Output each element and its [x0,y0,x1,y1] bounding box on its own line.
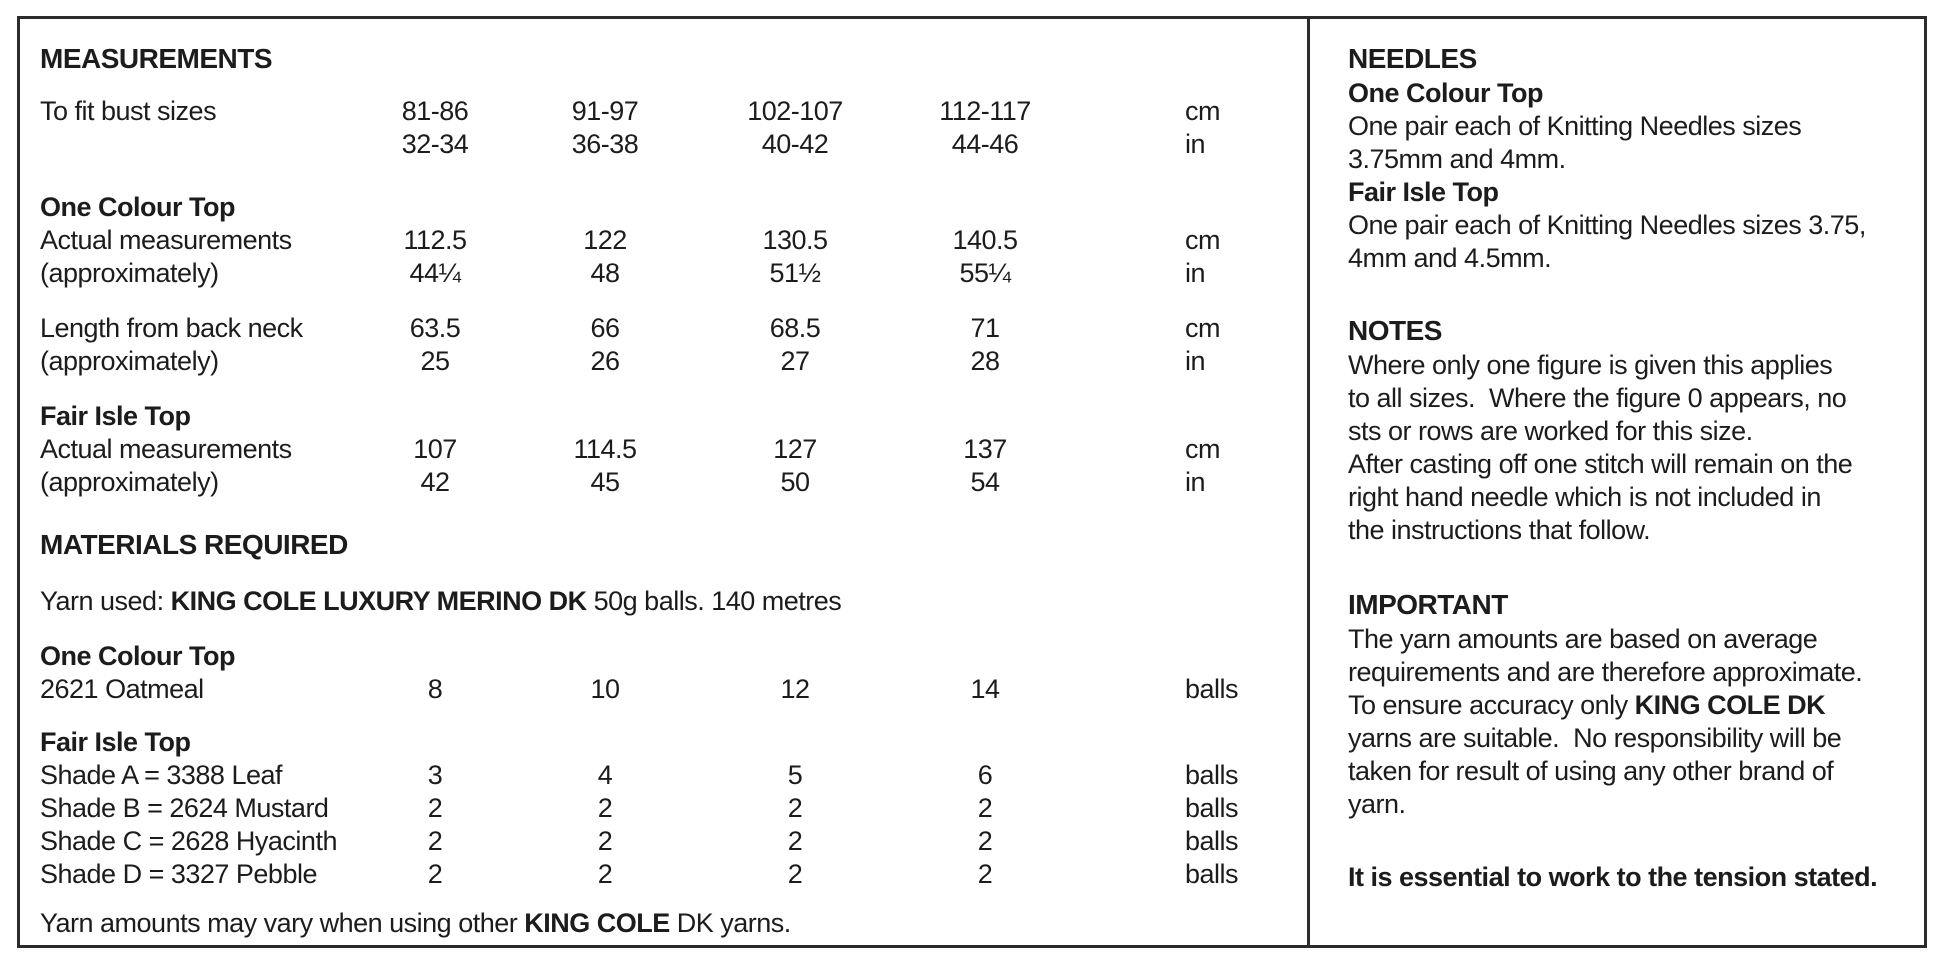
unit-balls: balls [1185,674,1239,704]
unit-cm: cm [1185,434,1220,464]
length-cm-size2: 66 [590,313,620,343]
materials-row [40,759,1307,792]
bust-in-size2: 36-38 [571,129,639,159]
fi-actual-cm-size4: 137 [963,434,1007,464]
fair-isle-top-heading: Fair Isle Top [1348,177,1499,207]
balls-size3: 5 [787,760,803,790]
unit-in: in [1185,467,1206,497]
materials-title: MATERIALS REQUIRED [40,529,348,560]
balls-size2: 2 [597,826,613,856]
balls-size4: 2 [977,859,993,889]
materials-row [40,673,1307,706]
notes-text: Where only one figure is given this applies [1348,350,1833,380]
oc-actual-in-size1: 44¼ [409,258,461,288]
bust-cm-size2: 91-97 [571,96,639,126]
length-cm-size1: 63.5 [409,313,461,343]
bust-cm-size4: 112-117 [939,96,1031,126]
needles-title: NEEDLES [1348,43,1477,74]
important-text: yarns are suitable. No responsibility will be [1348,723,1842,753]
balls-size3: 12 [780,674,810,704]
important-text: requirements and are therefore approximate. [1348,657,1863,687]
fair-isle-top-measurements [40,400,1307,499]
needles-one-colour-text: One pair each of Knitting Needles sizes [1348,111,1802,141]
important-text: taken for result of using any other brand of [1348,756,1834,786]
shade-label: Shade C = 2628 Hyacinth [40,826,337,856]
important-text: yarn. [1348,789,1406,819]
shade-label: Shade B = 2624 Mustard [40,793,329,823]
bust-row-in [40,128,1307,161]
oc-actual-cm-size1: 112.5 [403,225,467,255]
fi-actual-cm-size1: 107 [413,434,457,464]
unit-cm: cm [1185,313,1220,343]
bust-sizes-group [40,95,1307,161]
needles-fair-isle-text: 4mm and 4.5mm. [1348,243,1552,273]
needles-fair-isle-text: One pair each of Knitting Needles sizes 3.75, [1348,210,1866,240]
shade-label: Shade D = 3327 Pebble [40,859,317,889]
fi-actual-in-size1: 42 [420,467,450,497]
one-colour-top-heading: One Colour Top [40,192,235,222]
fi-actual-in-size3: 50 [780,467,810,497]
balls-size4: 6 [977,760,993,790]
unit-in: in [1185,346,1206,376]
balls-size2: 10 [590,674,620,704]
length-in-size4: 28 [970,346,1000,376]
balls-size1: 2 [427,793,443,823]
needles-notes-panel [1307,19,1924,945]
notes-text: right hand needle which is not included in [1348,482,1821,512]
balls-size2: 2 [597,859,613,889]
yarn-used-line [40,585,1307,618]
yarn-brand-name: KING COLE LUXURY MERINO DK [170,586,587,616]
important-title: IMPORTANT [1348,589,1508,620]
important-text-prefix: To ensure accuracy only [1348,690,1635,720]
oc-actual-in-size3: 51½ [769,258,821,288]
shade-label: Shade A = 3388 Leaf [40,760,282,790]
footnote-prefix: Yarn amounts may vary when using other [40,908,525,938]
bust-cm-size1: 81-86 [401,96,469,126]
balls-size1: 8 [427,674,443,704]
yarn-used-prefix: Yarn used: [40,586,171,616]
notes-title: NOTES [1348,315,1442,346]
materials-row [40,858,1307,891]
notes-text: to all sizes. Where the figure 0 appears, no [1348,383,1847,413]
actual-measurements-label: Actual measurements [40,225,292,255]
one-colour-top-heading: One Colour Top [40,641,235,671]
length-back-neck-group [40,312,1307,378]
bust-cm-size3: 102-107 [747,96,843,126]
unit-in: in [1185,258,1206,288]
fair-isle-top-heading: Fair Isle Top [40,727,191,757]
balls-size1: 2 [427,826,443,856]
notes-text: the instructions that follow. [1348,515,1651,545]
balls-size3: 2 [787,793,803,823]
fi-actual-in-size4: 54 [970,467,1000,497]
measurements-title: MEASUREMENTS [40,43,273,74]
shade-label: 2621 Oatmeal [40,674,204,704]
unit-in: in [1185,129,1206,159]
fi-actual-in-size2: 45 [590,467,620,497]
balls-size4: 14 [970,674,1000,704]
unit-cm: cm [1185,225,1220,255]
unit-balls: balls [1185,760,1239,790]
length-in-size3: 27 [780,346,810,376]
materials-row [40,825,1307,858]
important-section [1348,587,1904,821]
oc-actual-in-size4: 55¼ [959,258,1011,288]
balls-size2: 4 [597,760,613,790]
oc-actual-cm-size3: 130.5 [762,225,828,255]
bust-in-size1: 32-34 [401,129,469,159]
approximately-label: (approximately) [40,467,219,497]
balls-size1: 3 [427,760,443,790]
unit-balls: balls [1185,826,1239,856]
needles-one-colour-text: 3.75mm and 4mm. [1348,144,1566,174]
notes-text: sts or rows are worked for this size. [1348,416,1753,446]
bust-in-size3: 40-42 [761,129,829,159]
balls-size4: 2 [977,826,993,856]
balls-size3: 2 [787,826,803,856]
unit-cm: cm [1185,96,1220,126]
footnote-suffix: DK yarns. [669,908,791,938]
measurements-materials-panel [20,19,1307,945]
yarn-variance-footnote [40,907,1307,940]
length-label: Length from back neck [40,313,303,343]
notes-section [1348,313,1904,547]
one-colour-top-heading: One Colour Top [1348,78,1543,108]
unit-balls: balls [1185,793,1239,823]
fair-isle-top-materials [40,726,1307,891]
oc-actual-in-size2: 48 [590,258,620,288]
length-in-size2: 26 [590,346,620,376]
important-text [1348,689,1904,722]
oc-actual-cm-size4: 140.5 [952,225,1018,255]
approximately-label: (approximately) [40,346,219,376]
oc-actual-cm-size2: 122 [583,225,627,255]
one-colour-top-measurements [40,191,1307,290]
one-colour-top-materials [40,640,1307,706]
materials-row [40,792,1307,825]
bust-label: To fit bust sizes [40,96,217,126]
approximately-label: (approximately) [40,258,219,288]
length-cm-size4: 71 [970,313,1000,343]
fair-isle-top-heading: Fair Isle Top [40,401,191,431]
fi-actual-cm-size2: 114.5 [573,434,637,464]
length-cm-size3: 68.5 [769,313,821,343]
needles-section [1348,41,1904,275]
unit-balls: balls [1185,859,1239,889]
tension-statement: It is essential to work to the tension stated. [1348,862,1878,892]
bust-row-cm [40,95,1307,128]
yarn-used-suffix: 50g balls. 140 metres [586,586,842,616]
pattern-info-sheet [17,16,1927,948]
balls-size4: 2 [977,793,993,823]
bust-in-size4: 44-46 [951,129,1019,159]
brand-name: KING COLE DK [1634,690,1826,720]
fi-actual-cm-size3: 127 [773,434,817,464]
length-in-size1: 25 [420,346,450,376]
balls-size3: 2 [787,859,803,889]
balls-size1: 2 [427,859,443,889]
actual-measurements-label: Actual measurements [40,434,292,464]
brand-name: KING COLE [524,908,670,938]
notes-text: After casting off one stitch will remain on the [1348,449,1853,479]
balls-size2: 2 [597,793,613,823]
important-text: The yarn amounts are based on average [1348,624,1818,654]
